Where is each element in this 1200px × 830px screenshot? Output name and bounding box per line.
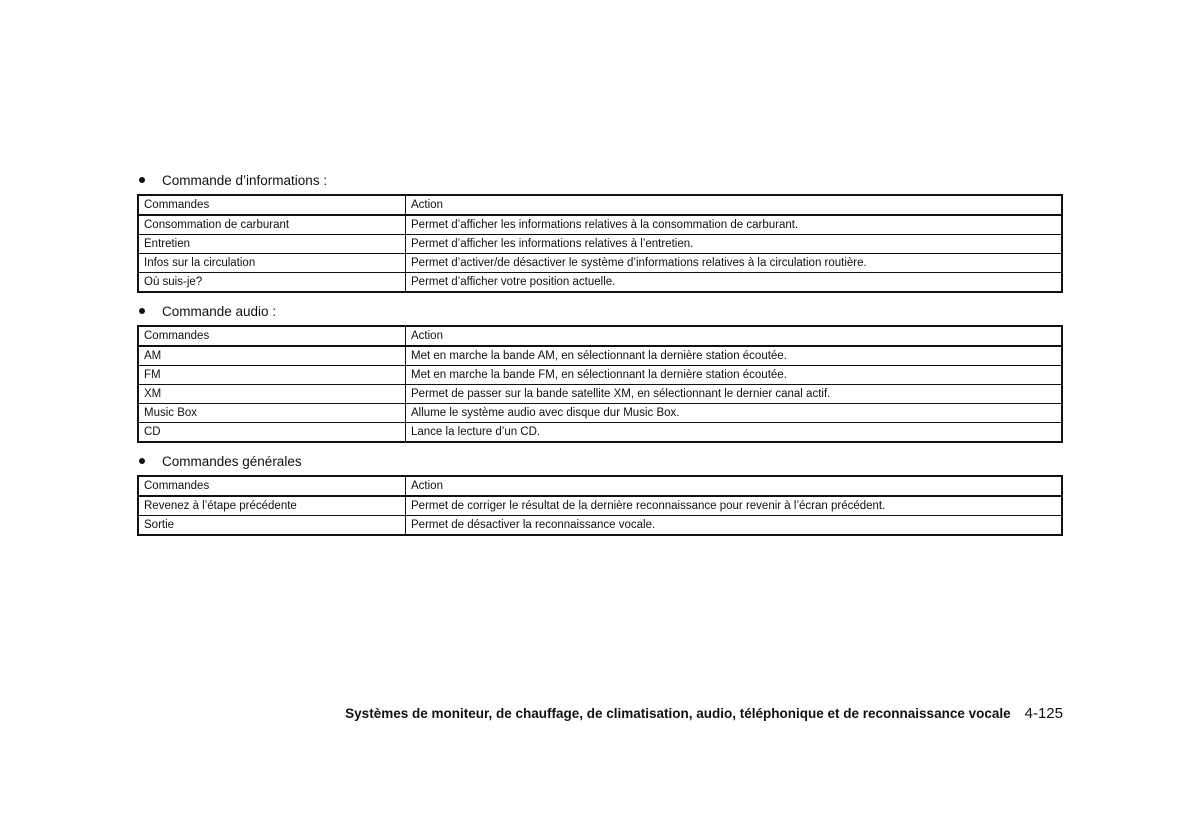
table-row	[138, 273, 1062, 293]
action-cell: Permet de corriger le résultat de la dernière reconnaissance pour revenir à l’écran précédent.	[406, 496, 1063, 516]
command-cell: Sortie	[138, 516, 406, 536]
section-heading-generales	[138, 451, 302, 471]
section-heading-informations	[138, 170, 327, 190]
action-cell: Lance la lecture d’un CD.	[406, 423, 1063, 443]
action-cell: Permet d’afficher les informations relatives à l’entretien.	[406, 235, 1063, 254]
action-cell: Permet d’afficher votre position actuelle.	[406, 273, 1063, 293]
header-action: Action	[406, 326, 1063, 346]
table-header-row	[138, 326, 1062, 346]
section-heading-text: Commande audio :	[162, 303, 277, 319]
table-row	[138, 215, 1062, 235]
bullet-icon	[139, 177, 145, 183]
table-row	[138, 516, 1062, 536]
action-cell: Permet d’activer/de désactiver le système d’informations relatives à la circulation routière.	[406, 254, 1063, 273]
informations-commands-table	[137, 194, 1063, 293]
command-cell: XM	[138, 385, 406, 404]
action-cell: Allume le système audio avec disque dur Music Box.	[406, 404, 1063, 423]
bullet-icon	[139, 308, 145, 314]
section-heading-text: Commande d’informations :	[162, 172, 328, 188]
section-heading-audio	[138, 301, 276, 321]
header-action: Action	[406, 476, 1063, 496]
page-footer	[345, 705, 1063, 722]
table-row	[138, 254, 1062, 273]
header-commands: Commandes	[138, 195, 406, 215]
header-action: Action	[406, 195, 1063, 215]
table-row	[138, 423, 1062, 443]
table-row	[138, 366, 1062, 385]
command-cell: Revenez à l’étape précédente	[138, 496, 406, 516]
section-heading-text: Commandes générales	[162, 453, 302, 469]
table-header-row	[138, 195, 1062, 215]
action-cell: Met en marche la bande AM, en sélectionnant la dernière station écoutée.	[406, 346, 1063, 366]
table-row	[138, 496, 1062, 516]
footer-chapter-title: Systèmes de moniteur, de chauffage, de climatisation, audio, téléphonique et de reconnaissance vocale	[345, 706, 1011, 721]
action-cell: Met en marche la bande FM, en sélectionnant la dernière station écoutée.	[406, 366, 1063, 385]
command-cell: FM	[138, 366, 406, 385]
command-cell: Entretien	[138, 235, 406, 254]
bullet-icon	[139, 458, 145, 464]
header-commands: Commandes	[138, 326, 406, 346]
table-row	[138, 346, 1062, 366]
page-number: 4-125	[1024, 705, 1063, 722]
header-commands: Commandes	[138, 476, 406, 496]
general-commands-table	[137, 475, 1063, 536]
command-cell: AM	[138, 346, 406, 366]
table-row	[138, 235, 1062, 254]
command-cell: Où suis-je?	[138, 273, 406, 293]
table-row	[138, 385, 1062, 404]
command-cell: Music Box	[138, 404, 406, 423]
table-header-row	[138, 476, 1062, 496]
command-cell: CD	[138, 423, 406, 443]
command-cell: Consommation de carburant	[138, 215, 406, 235]
audio-commands-table	[137, 325, 1063, 443]
table-row	[138, 404, 1062, 423]
action-cell: Permet d’afficher les informations relatives à la consommation de carburant.	[406, 215, 1063, 235]
action-cell: Permet de passer sur la bande satellite XM, en sélectionnant le dernier canal actif.	[406, 385, 1063, 404]
action-cell: Permet de désactiver la reconnaissance vocale.	[406, 516, 1063, 536]
command-cell: Infos sur la circulation	[138, 254, 406, 273]
